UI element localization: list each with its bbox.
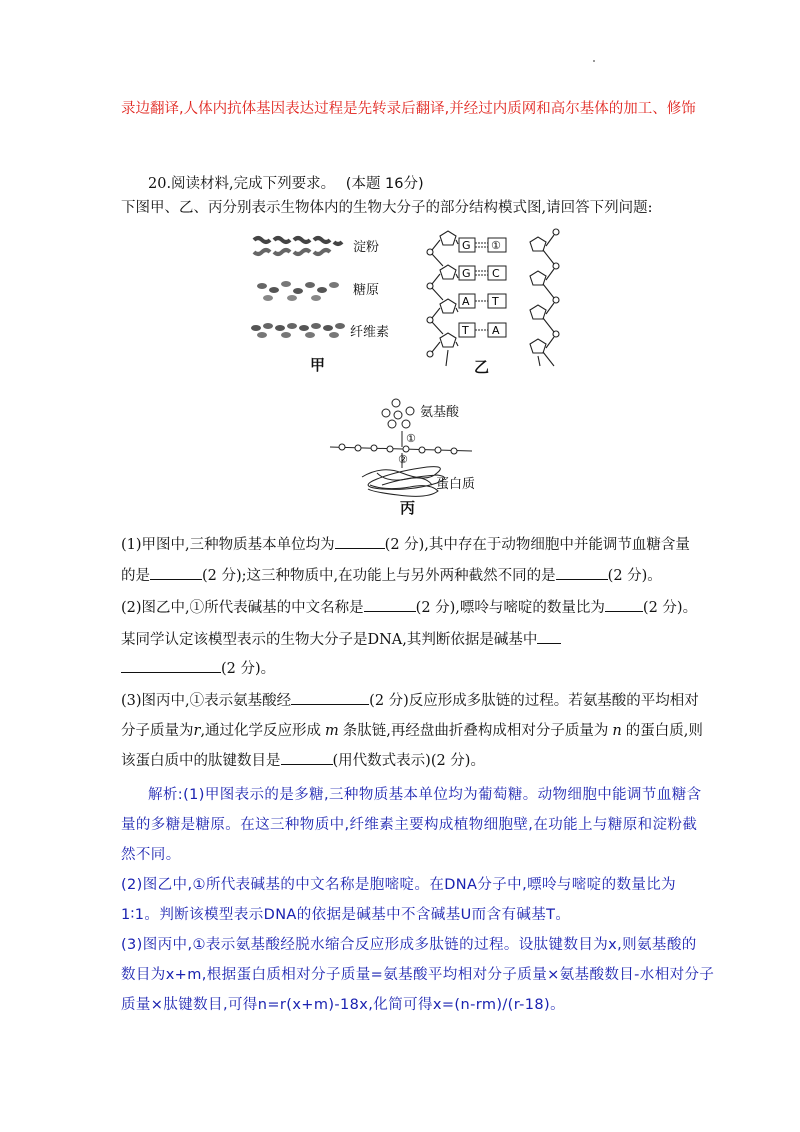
question-heading	[148, 172, 424, 193]
var-m: m	[325, 723, 339, 739]
label-cellulose: 纤维素	[350, 325, 390, 340]
part3-text-c3: 条肽链,再经盘曲折叠构成相对分子质量为	[342, 723, 609, 739]
part1-text-e: (2 分)。	[607, 568, 662, 584]
part3-line1	[121, 689, 699, 710]
solution-line-7: 数目为x+m,根据蛋白质相对分子质量=氨基酸平均相对分子质量×氨基酸数目-水相对分子	[121, 967, 715, 983]
part2-text-d: 某同学认定该模型表示的生物大分子是DNA,其判断依据是碱基中	[121, 632, 538, 648]
protein-coil	[362, 467, 445, 497]
part1-text-b: (2 分),其中存在于动物细胞中并能调节血糖含量	[384, 537, 690, 553]
part3-text-a: (3)图丙中,①表示氨基酸经	[121, 693, 292, 709]
part3-text-c4: 的蛋白质,则	[625, 723, 703, 739]
part2-text-a: (2)图乙中,①所代表碱基的中文名称是	[121, 600, 364, 616]
base-left-1: G	[462, 239, 471, 252]
base-left-3: A	[462, 295, 470, 308]
base-left-4: T	[462, 324, 469, 337]
caption-yi: 乙	[474, 358, 490, 376]
part1-text-c: 的是	[121, 568, 150, 584]
part2-line3	[121, 657, 275, 678]
part1-text-a: (1)甲图中,三种物质基本单位均为	[121, 537, 335, 553]
base-right-4: A	[492, 324, 500, 337]
answer-blank-2[interactable]	[150, 565, 202, 580]
answer-blank-5[interactable]	[605, 597, 643, 612]
part2-text-b: (2 分),嘌呤与嘧啶的数量比为	[415, 600, 605, 616]
step-2-label: ②	[398, 453, 408, 466]
figure-bing	[322, 393, 502, 523]
figure-yi	[418, 226, 568, 376]
solution-line-2: 量的多糖是糖原。在这三种物质中,纤维素主要构成植物细胞壁,在功能上与糖原和淀粉截	[121, 817, 698, 833]
question-title: 20.阅读材料,完成下列要求。	[148, 176, 336, 192]
solution-line-8: 质量×肽键数目,可得n=r(x+m)-18x,化简可得x=(n-rm)/(r-18)。	[121, 997, 566, 1013]
answer-blank-8[interactable]	[281, 750, 333, 765]
var-n: n	[612, 723, 622, 739]
solution-line-1: 解析:(1)甲图表示的是多糖,三种物质基本单位均为葡萄糖。动物细胞中能调节血糖含	[148, 787, 702, 803]
base-pair-4	[459, 323, 506, 337]
base-left-2: G	[462, 267, 471, 280]
var-r: r	[193, 723, 201, 739]
caption-bing: 丙	[400, 499, 416, 517]
label-starch: 淀粉	[353, 240, 380, 255]
part3-text-d: 该蛋白质中的肽键数目是	[121, 753, 281, 769]
answer-blank-6-cont[interactable]	[121, 658, 221, 673]
part2-text-e: (2 分)。	[221, 661, 276, 677]
header-line: 录边翻译,人体内抗体基因表达过程是先转录后翻译,并经过内质网和高尔基体的加工、修饰	[121, 101, 696, 117]
part2-line1	[121, 596, 697, 617]
part3-line3	[121, 749, 485, 770]
amino-acid-cluster	[382, 399, 414, 428]
page-dot	[593, 60, 595, 62]
caption-jia: 甲	[310, 356, 326, 374]
part3-text-c1: 分子质量为	[121, 723, 194, 739]
solution-line-6: (3)图丙中,①表示氨基酸经脱水缩合反应形成多肽链的过程。设肽键数目为x,则氨基酸的	[121, 937, 697, 953]
answer-blank-6[interactable]	[537, 629, 561, 644]
base-right-1: ①	[491, 239, 501, 252]
part3-text-c2: ,通过化学反应形成	[200, 723, 322, 739]
part2-text-c: (2 分)。	[642, 600, 698, 616]
base-pair-1	[459, 238, 506, 252]
answer-blank-7[interactable]	[291, 690, 369, 705]
label-protein: 蛋白质	[436, 477, 476, 492]
part2-line2	[121, 628, 561, 649]
part1-line1	[121, 533, 690, 554]
part3-text-b: (2 分)反应形成多肽链的过程。若氨基酸的平均相对	[369, 693, 699, 709]
part3-line2	[121, 719, 703, 740]
base-right-2: C	[492, 267, 500, 280]
part1-line2	[121, 564, 662, 585]
solution-line-5: 1∶1。判断该模型表示DNA的依据是碱基中不含碱基U而含有碱基T。	[121, 907, 571, 923]
base-pair-3	[459, 294, 506, 308]
base-pair-2	[459, 266, 506, 280]
label-amino-acid: 氨基酸	[420, 405, 460, 420]
step-1-label: ①	[406, 432, 416, 445]
starch-chain	[254, 238, 342, 254]
figure-jia	[240, 228, 410, 378]
base-pair-rows	[459, 238, 506, 337]
label-glycogen: 糖原	[353, 283, 380, 298]
question-score: (本题 16分)	[345, 176, 424, 192]
solution-line-4: (2)图乙中,①所代表碱基的中文名称是胞嘧啶。在DNA分子中,嘌呤与嘧啶的数量比为	[121, 877, 677, 893]
answer-blank-3[interactable]	[556, 565, 608, 580]
cellulose-chain	[251, 323, 345, 338]
part3-text-e: (用代数式表示)(2 分)。	[332, 753, 485, 769]
question-intro: 下图甲、乙、丙分别表示生物体内的生物大分子的部分结构模式图,请回答下列问题:	[121, 200, 653, 216]
answer-blank-4[interactable]	[364, 597, 416, 612]
solution-line-3: 然不同。	[121, 847, 181, 863]
glycogen-chain	[257, 281, 339, 301]
answer-blank-1[interactable]	[335, 534, 385, 549]
part1-text-d: (2 分);这三种物质中,在功能上与另外两种截然不同的是	[202, 568, 556, 584]
base-right-3: T	[492, 295, 499, 308]
